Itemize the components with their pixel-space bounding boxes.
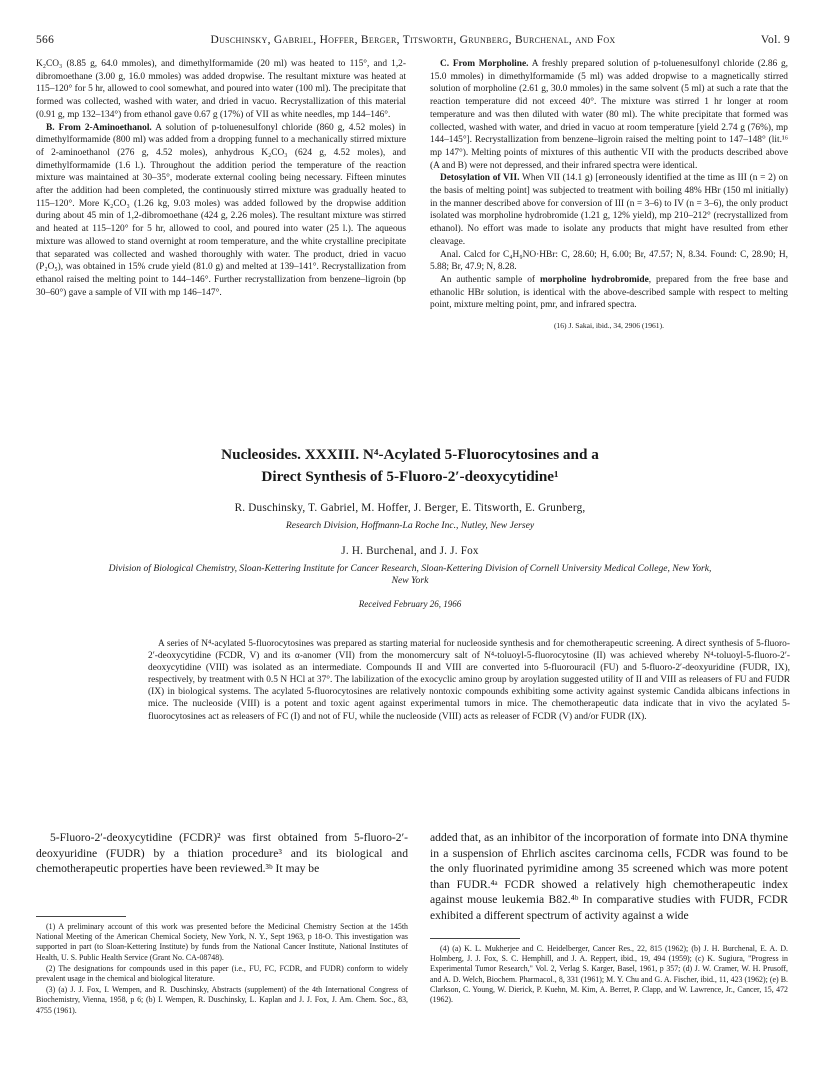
title-line-1: Nucleosides. XXXIII. N⁴-Acylated 5-Fluorocytosines and a [221,446,599,463]
section-heading: B. From 2-Aminoethanol. [46,122,152,133]
paragraph [430,274,788,312]
page-number: 566 [36,34,55,46]
paragraph-text: , prepared from the free base and ethanolic HBr solution, is identical with the above-described sample with respect to melting point, mixture melting point, pmr, and infrared spectra. [430,274,789,311]
footnote-4: (4) (a) K. L. Mukherjee and C. Heidelberger, Cancer Res., 22, 815 (1962); (b) J. H. Burchenal, E. A. D. Holmberg, J. J. Fox, S. C. Hemphill, and J. A. Reppert, ibid., 19, 494 (1959); (c) K. Sugiura, "Progress in Experimental Tumor Research," Vol. 2, Verlag S. Karger, Basel, 1961, p 357; (d) J. W. Cramer, W. H. Prusoff, and A. D. Welch, Biochem. Pharmacol., 8, 331 (1961); M. Y. Chu and G. A. Fischer, ibid., 11, 423 (1962); (e) B. Clarkson, C. Young, W. Dierick, P. Kuehn, M. Kim, A. Berret, P. Clapp, and W. Lawrence, Jr., Cancer, 15, 472 (1962). [430,944,788,1005]
section-heading: C. From Morpholine. [440,59,529,69]
received-date: Received February 26, 1966 [358,599,462,609]
footnote-2: (2) The designations for compounds used in this paper (i.e., FU, FC, FCDR, and FUDR) conform to widely prevalent usage in the chemical and biological literature. [36,963,408,984]
footnotes-right [430,944,788,1006]
footnotes-left [36,922,408,1017]
footnote-1: (1) A preliminary account of this work was presented before the Medicinal Chemistry Section at the 145th National Meeting of the American Chemical Society, New York, N. Y., Sept 1963, p 18-O. This investigation was supported in part (to Sloan-Kettering Institute) by funds from the National Cancer Institute, National Institutes of Health, U. S. Public Health Service (Grant No. CA-08748). [36,922,408,962]
experimental-left-column [36,58,406,299]
body-paragraph: added that, as an inhibitor of the incorporation of formate into DNA thymine in a suspension of Ehrlich ascites carcinoma cells, FCDR was found to be the only fluorinated pyrimidine among 35 screened which was more potent than FUDR.⁴ᵃ FCDR showed a relatively high chemotherapeutic index against mouse leukemia B82.⁴ᵇ In comparative studies with FUDR, FCDR exhibited a different spectrum of activity against a wide [430,831,788,922]
author-list-1: R. Duschinsky, T. Gabriel, M. Hoffer, J. Berger, E. Titsworth, E. Grunberg, [234,502,586,514]
body-paragraph: 5-Fluoro-2′-deoxycytidine (FCDR)² was first obtained from 5-fluoro-2′-deoxyuridine (FUDR) by a thiation procedure³ and its biological and chemotherapeutic properties have been reviewed.³ᵇ It may be [36,831,408,876]
running-head-authors: Duschinsky, Gabriel, Hoffer, Berger, Titsworth, Grunberg, Burchenal, and Fox [210,34,616,46]
paragraph [430,58,788,172]
paragraph-text: When VII (14.1 g) [erroneously identified at the time as III (n = 2) on the basis of melting point] was subjected to treatment with boiling 48% HBr (150 ml initially) in the manner described above for conversion of III (n = 3–6) to IV (n = 3–6), the only product isolated was morpholine hydrobromide (1.21 g, 12% yield), mp 210–212° (recrystallized from ethanol). No effort was made to isolate any products that might have resulted from ether cleavage. [430,173,788,247]
paragraph [430,172,788,248]
affiliation-1: Research Division, Hoffmann-La Roche Inc., Nutley, New Jersey [285,520,535,531]
body-left-column [36,830,408,877]
experimental-right-column [430,58,788,333]
paragraph [36,122,406,300]
paragraph-text: An authentic sample of [440,274,536,285]
body-right-column [430,830,788,924]
paragraph: K₂CO₃ (8.85 g, 64.0 mmoles), and dimethylformamide (20 ml) was heated to 115°, and 1,2-dibromoethane (3.00 g, 16.0 mmoles) was added dropwise. The resultant mixture was heated at 115–120° for 5 hr, allowed to cool somewhat, and poured into water (100 ml). The precipitate that formed was collected, washed with water, and dried in vacuo. Recrystallization of this material (0.91 g, mp 132–134°) from ethanol gave 0.67 g (17%) of VII as white needles, mp 144–146°. [36,59,406,120]
reference-16: (16) J. Sakai, ibid., 34, 2906 (1961). [553,321,665,331]
running-head [36,34,790,50]
footnote-rule [36,916,126,917]
section-heading: Detosylation of VII. [440,173,520,184]
article-title [40,444,780,488]
paragraph-text: A solution of p-toluenesulfonyl chloride (860 g, 4.52 moles) in dimethylformamide (800 ml) was added from a dropping funnel to a mechanically stirred mixture of 2-aminoethanol (276 g, 4.52 moles), anhydrous K₂CO₃ (624 g, 4.52 moles), and dimethylformamide (1.6 l.). Throughout the addition period the temperature of the reaction mixture was maintained at 30–35°, moderate external cooling being necessary. Fifteen minutes after the addition had been completed, the continuously stirred mixture was gradually heated to 115–120°. More K₂CO₃ (1.26 kg, 9.03 moles) was added followed by the dropwise addition during about 45 min of 1,2-dibromoethane (424 g, 2.26 moles). The resultant mixture was stirred and heated at 115–120° for 5 hr, allowed to cool, and poured into water (25 l.). The aqueous mixture was allowed to stand overnight at room temperature, and the white crystalline precipitate that separated was collected and washed thoroughly with water. The product, dried in vacuo (P₂O₅), was obtained in 15% crude yield (81.0 g) and melted at 139–141°. Recrystallization from ethanol raised the melting point to 144–146°. Further recrystallization from benzene–ligroin (bp 30–60°) gave a sample of VII with mp 146–147°. [36,122,406,298]
analysis-paragraph: Anal. Calcd for C₄H₉NO·HBr: C, 28.60; H, 6.00; Br, 47.57; N, 8.34. Found: C, 28.90; H, 5.88; Br, 47.9; N, 8.28. [430,249,788,273]
footnote-rule [430,938,520,939]
footnote-3: (3) (a) J. J. Fox, I. Wempen, and R. Duschinsky, Abstracts (supplement) of the 4th International Congress of Biochemistry, Vienna, 1958, p 6; (b) I. Wempen, R. Duschinsky, L. Kaplan and J. J. Fox, J. Am. Chem. Soc., 83, 4755 (1961). [36,985,408,1015]
author-list-2: J. H. Burchenal, and J. J. Fox [341,545,479,557]
article-header [40,444,780,609]
title-line-2: Direct Synthesis of 5-Fluoro-2′-deoxycytidine¹ [261,468,559,485]
abstract: A series of N⁴-acylated 5-fluorocytosines was prepared as starting material for nucleoside synthesis and for chemotherapeutic screening. A direct synthesis of 5-fluoro-2′-deoxycytidine (FCDR, V) and its α-anomer (VII) from the monomercury salt of N⁴-toluoyl-5-fluorocytosine (II) was achieved whereby N⁴-toluoyl-5-fluoro-2′-deoxycytidine (VIII) was isolated as an intermediate. Compounds II and VIII are converted into 5-fluorouracil (FU) and 5-fluoro-2′-deoxyuridine (FUDR, IX), respectively, by treatment with 0.5 N HCl at 37°. The labilization of the exocyclic amino group by aroylation suggested utility of II and VIII as releasers of FU and FUDR (IX) in biological systems. The acylated 5-fluorocytosines are relatively nontoxic compounds exhibiting some activity against systemic Candida albicans infections in mice. The nucleoside (VIII) is a potent and toxic agent against experimental tumors in mice. The chemotherapeutic data indicate that in vivo the acylated 5-fluorocytosines act as releasers of FC (I) and not of FU, while the nucleoside (VIII) acts as releaser of FCDR (V) and/or FUDR (IX). [148,639,790,722]
affiliation-2: Division of Biological Chemistry, Sloan-Kettering Institute for Cancer Research, Sloan-Kettering Division of Cornell University Medical College, New York, New York [108,563,712,586]
volume-label: Vol. 9 [760,34,790,46]
compound-name: morpholine hydrobromide [539,274,649,285]
paragraph-text: A freshly prepared solution of p-toluenesulfonyl chloride (2.86 g, 15.0 mmoles) in dimethylformamide (5 ml) was added dropwise to a magnetically stirred solution of morpholine (2.61 g, 30.0 mmoles) in the same solvent (5 ml) at such a rate that the reaction temperature did not exceed 40°. The mixture was stirred 1 hr longer at room temperature and was then diluted with water (80 ml). The white precipitate that formed was collected, washed with water, and dried in vacuo at room temperature [yield 2.74 g (76%), mp 144–145°]. Recrystallization from benzene–ligroin raised the melting point to 147–148° (lit.¹⁶ mp 147°). Melting points of mixtures of this authentic VII with the products described above (A and B) were not depressed, and their infrared spectra were identical. [430,59,788,171]
